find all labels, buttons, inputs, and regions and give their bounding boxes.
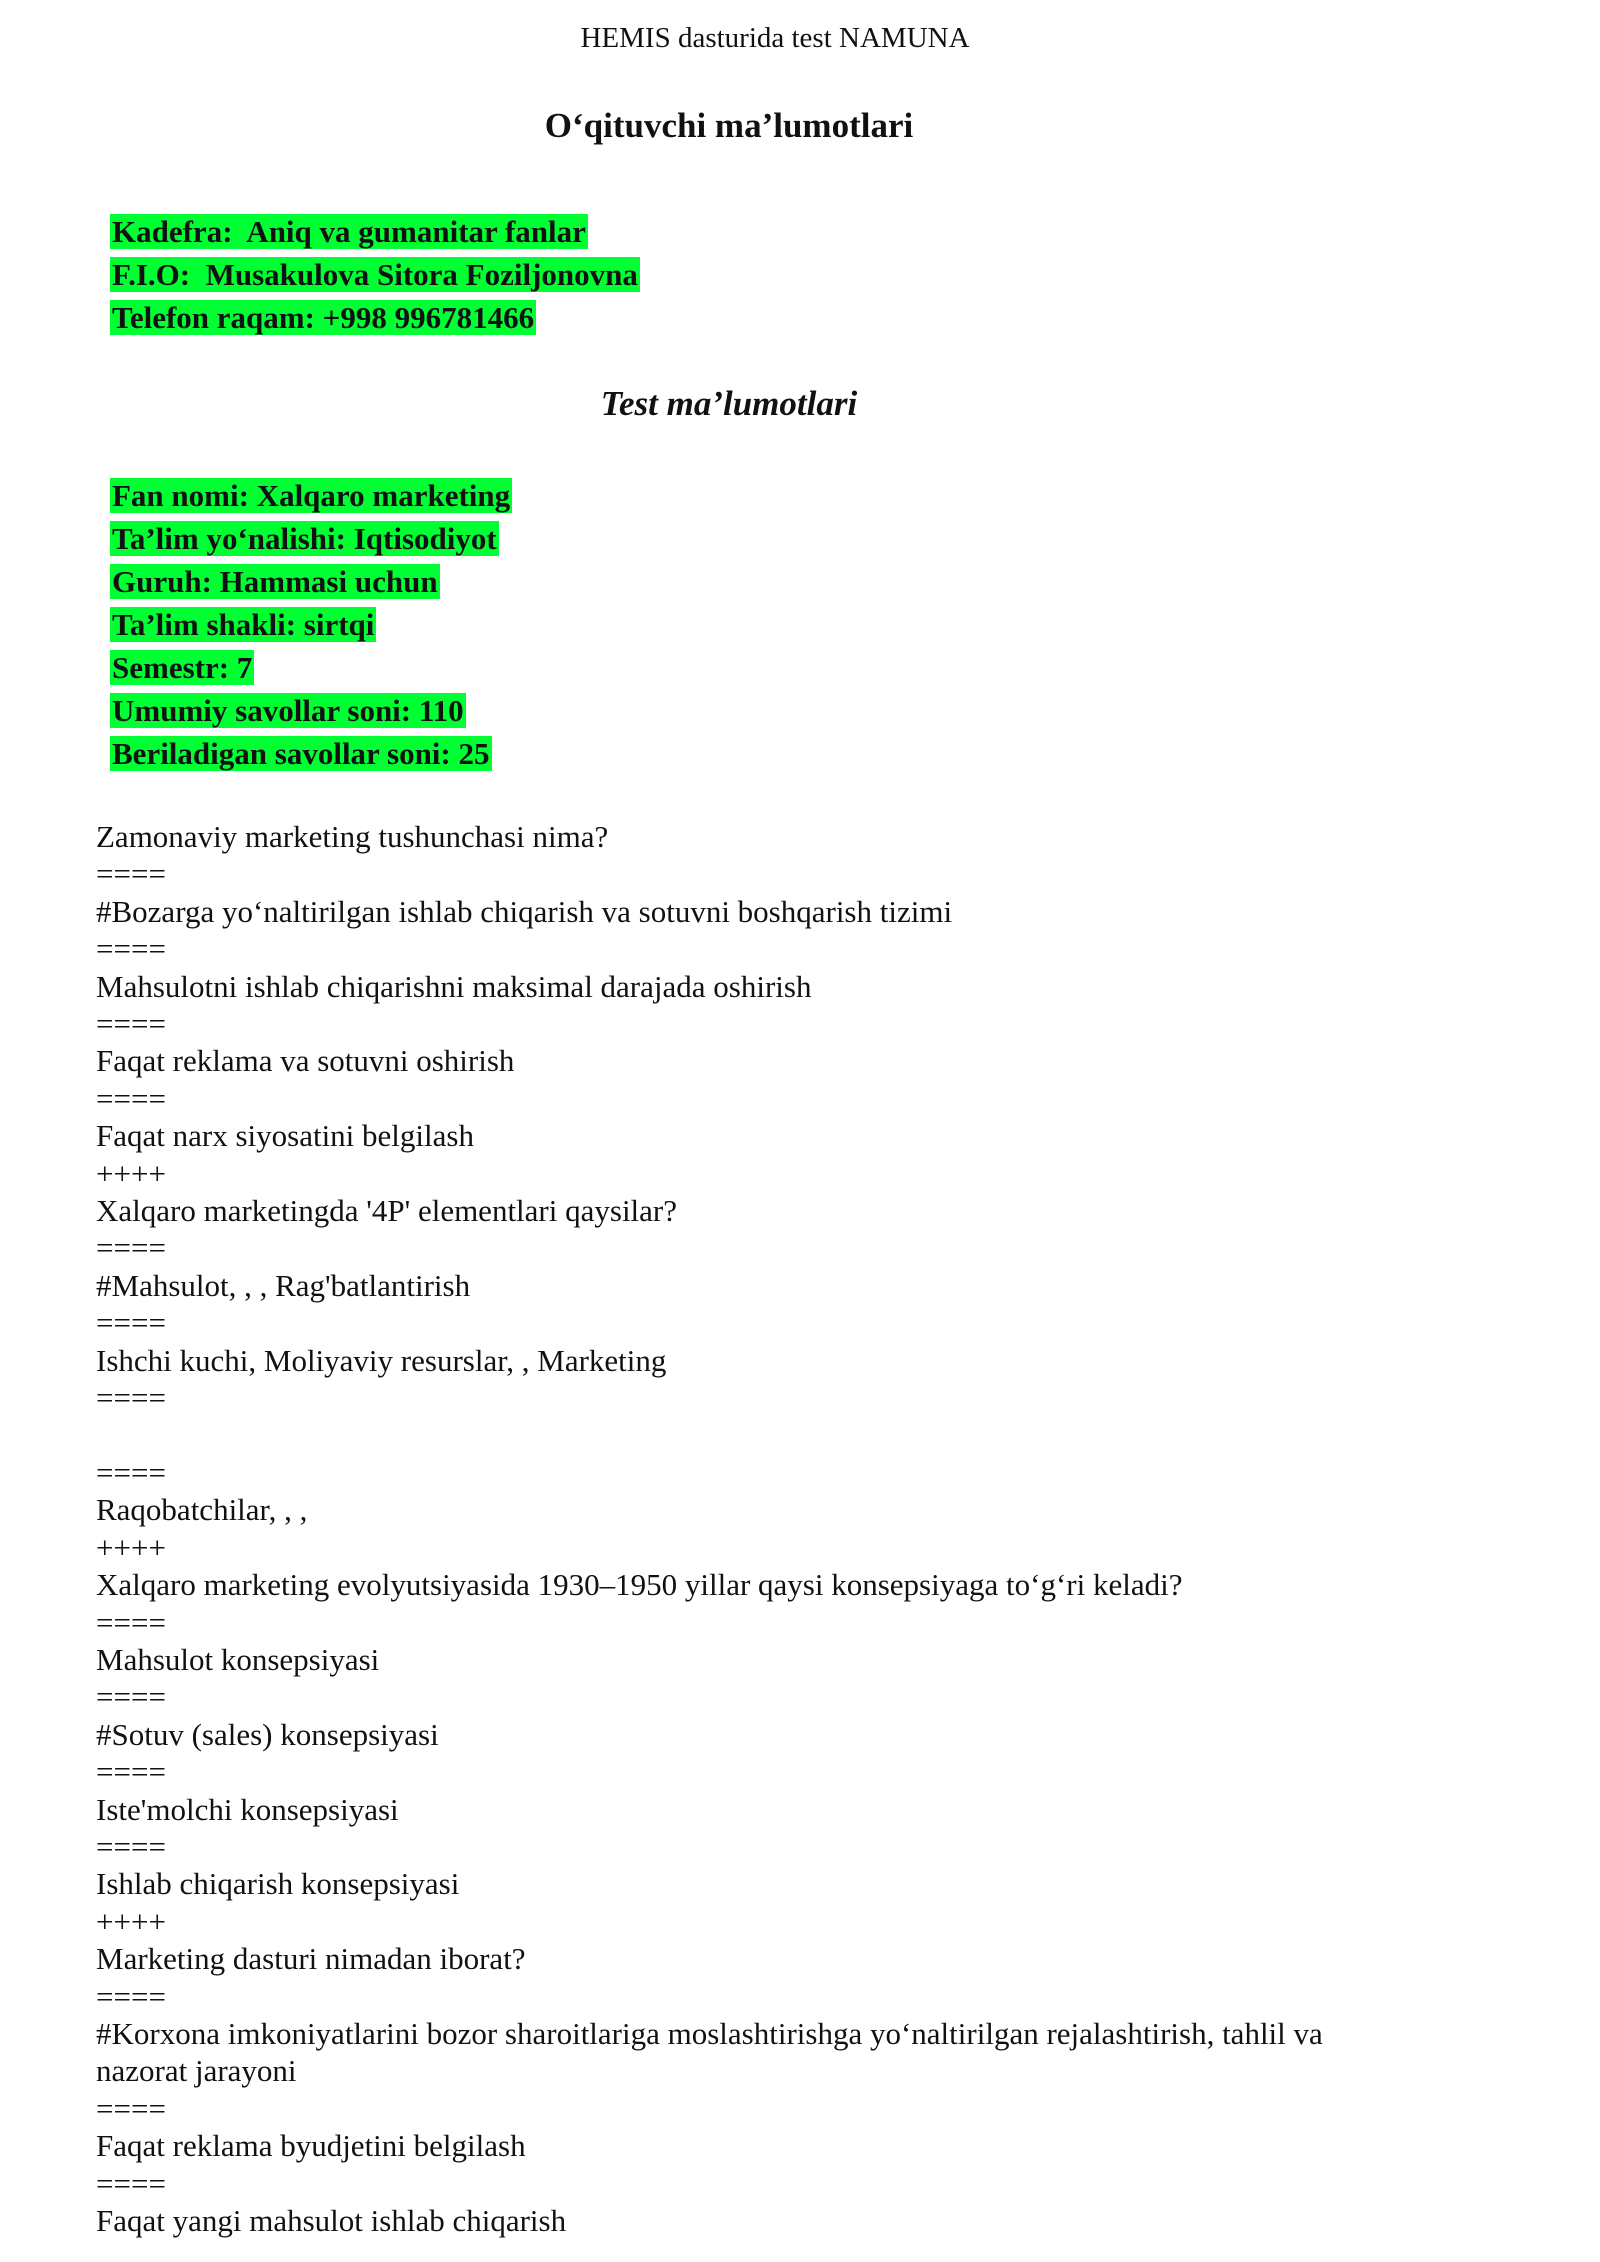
teacher-info-line-name (110, 253, 640, 296)
answer-line: Faqat reklama byudjetini belgilash (96, 2128, 526, 2164)
test-info-line-total-questions (110, 689, 512, 732)
separator-line: ==== (96, 1754, 166, 1790)
separator-line: ==== (96, 1006, 166, 1042)
separator-line: ==== (96, 856, 166, 892)
highlighted-text: Fan nomi: Xalqaro marketing (112, 478, 511, 513)
test-info-line-direction (110, 517, 512, 560)
question-separator-line: ++++ (96, 1529, 166, 1565)
teacher-info-line-department (110, 210, 640, 253)
separator-line: ==== (96, 1604, 166, 1640)
answer-line: nazorat jarayoni (96, 2053, 297, 2089)
answer-line: Mahsulot konsepsiyasi (96, 1641, 380, 1677)
highlighted-text: Kadefra: Aniq va gumanitar fanlar (112, 214, 586, 249)
separator-line: ==== (96, 1978, 166, 2014)
highlighted-text: Guruh: Hammasi uchun (112, 564, 438, 599)
separator-line: ==== (96, 2165, 166, 2201)
questions-body (96, 818, 1496, 2239)
answer-line: Xalqaro marketing evolyutsiyasida 1930–1950 yillar qaysi konsepsiyaga to‘g‘ri keladi? (96, 1567, 1183, 1603)
correct-answer-line: #Korxona imkoniyatlarini bozor sharoitlariga moslashtirishga yo‘naltirilgan rejalashtirish, tahlil va (96, 2015, 1323, 2051)
correct-answer-line: #Sotuv (sales) konsepsiyasi (96, 1716, 439, 1752)
answer-line: Xalqaro marketingda '4P' elementlari qaysilar? (96, 1193, 678, 1229)
separator-line: ==== (96, 1679, 166, 1715)
separator-line: ==== (96, 2090, 166, 2126)
highlighted-text: Beriladigan savollar soni: 25 (112, 736, 490, 771)
correct-answer-line: #Mahsulot, , , Rag'batlantirish (96, 1267, 471, 1303)
separator-line: ==== (96, 1080, 166, 1116)
separator-line: ==== (96, 1380, 166, 1416)
answer-line: Marketing dasturi nimadan iborat? (96, 1941, 526, 1977)
separator-line: ==== (96, 1828, 166, 1864)
separator-line: ==== (96, 1454, 166, 1490)
highlighted-text: Ta’lim shakli: sirtqi (112, 607, 375, 642)
answer-line: Raqobatchilar, , , (96, 1492, 308, 1528)
answer-line: Ishchi kuchi, Moliyaviy resurslar, , Marketing (96, 1342, 667, 1378)
teacher-info-block (110, 210, 640, 339)
answer-line: Faqat yangi mahsulot ishlab chiqarish (96, 2203, 567, 2239)
question-separator-line: ++++ (96, 1903, 166, 1939)
answer-line: Zamonaviy marketing tushunchasi nima? (96, 819, 609, 854)
teacher-info-line-phone (110, 296, 640, 339)
highlighted-text: F.I.O: Musakulova Sitora Foziljonovna (112, 257, 638, 292)
test-info-line-semester (110, 646, 512, 689)
separator-line: ==== (96, 1230, 166, 1266)
question-separator-line: ++++ (96, 1155, 166, 1191)
answer-line: Ishlab chiqarish konsepsiyasi (96, 1866, 460, 1902)
separator-line: ==== (96, 931, 166, 967)
test-info-block (110, 474, 512, 775)
teacher-section-title: O‘qituvchi ma’lumotlari (544, 106, 914, 145)
test-info-line-subject (110, 474, 512, 517)
answer-line: Mahsulotni ishlab chiqarishni maksimal darajada oshirish (96, 968, 812, 1004)
test-info-line-form (110, 603, 512, 646)
document-header: HEMIS dasturida test NAMUNA (580, 22, 970, 54)
blank-line (96, 1417, 1496, 1454)
answer-line: Faqat reklama va sotuvni oshirish (96, 1043, 515, 1079)
test-info-line-given-questions (110, 732, 512, 775)
answer-line: Iste'molchi konsepsiyasi (96, 1791, 399, 1827)
separator-line: ==== (96, 1305, 166, 1341)
answer-line: Faqat narx siyosatini belgilash (96, 1118, 474, 1154)
highlighted-text: Ta’lim yo‘nalishi: Iqtisodiyot (112, 521, 497, 556)
highlighted-text: Semestr: 7 (112, 650, 253, 685)
highlighted-text: Umumiy savollar soni: 110 (112, 693, 464, 728)
test-section-title: Test ma’lumotlari (600, 384, 858, 423)
correct-answer-line: #Bozarga yo‘naltirilgan ishlab chiqarish va sotuvni boshqarish tizimi (96, 893, 953, 929)
highlighted-text: Telefon raqam: +998 996781466 (112, 300, 535, 335)
test-info-line-group (110, 560, 512, 603)
